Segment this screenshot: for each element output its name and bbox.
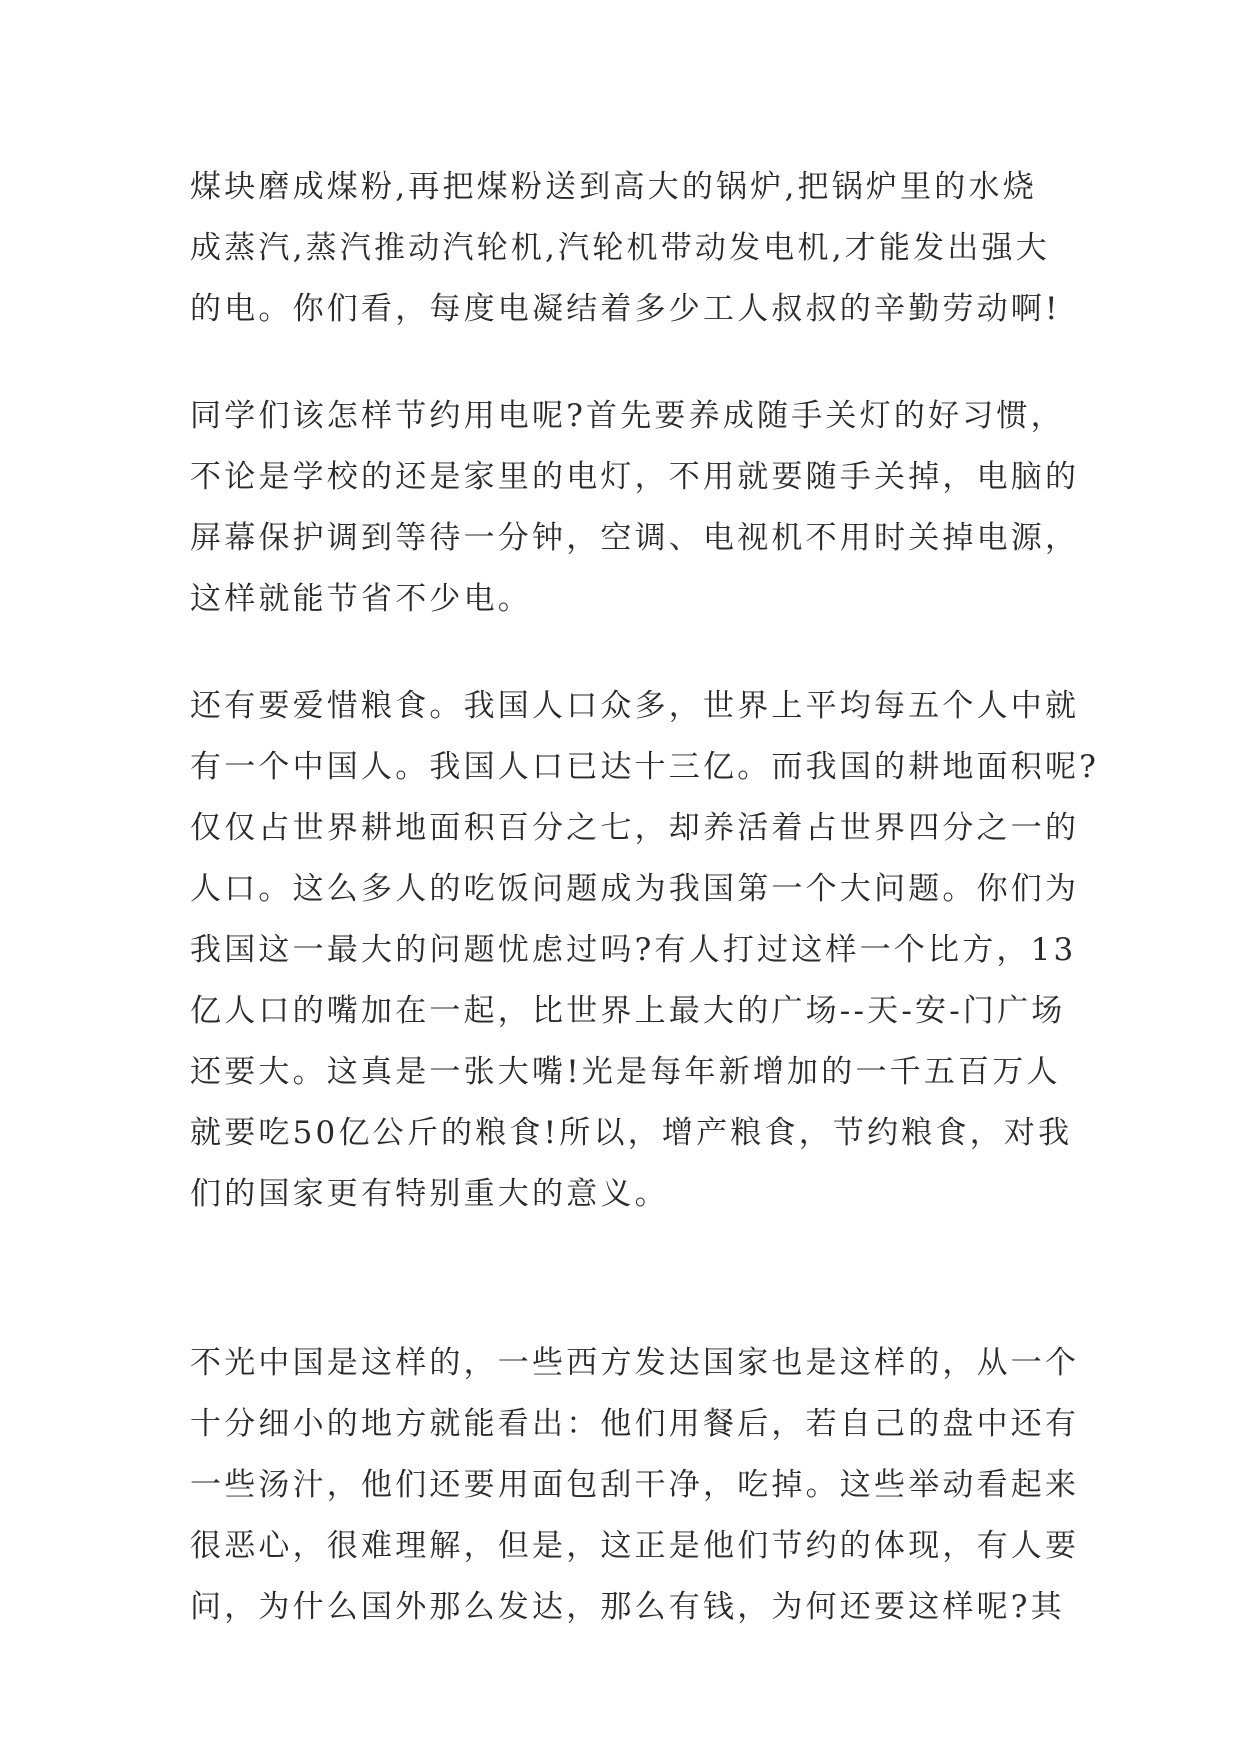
text-line: 的电。你们看，每度电凝结着多少工人叔叔的辛勤劳动啊! <box>190 291 1061 327</box>
text-line: 同学们该怎样节约用电呢?首先要养成随手关灯的好习惯， <box>190 398 1065 434</box>
text-line: 还要大。这真是一张大嘴!光是每年新增加的一千五百万人 <box>190 1054 1061 1090</box>
text-line: 们的国家更有特别重大的意义。 <box>190 1176 669 1212</box>
paragraph-cherish-food <box>190 676 1100 1225</box>
text-line: 我国这一最大的问题忧虑过吗?有人打过这样一个比方，13 <box>190 932 1077 968</box>
text-line: 十分细小的地方就能看出：他们用餐后，若自己的盘中还有 <box>190 1406 1080 1442</box>
text-line: 成蒸汽,蒸汽推动汽轮机,汽轮机带动发电机,才能发出强大 <box>190 230 1050 266</box>
paragraph-saving-electricity <box>190 386 1080 630</box>
text-line: 屏幕保护调到等待一分钟，空调、电视机不用时关掉电源， <box>190 520 1080 556</box>
text-line: 仅仅占世界耕地面积百分之七，却养活着占世界四分之一的 <box>190 810 1080 846</box>
text-line: 这样就能节省不少电。 <box>190 581 532 617</box>
text-line: 还有要爱惜粮食。我国人口众多，世界上平均每五个人中就 <box>190 688 1080 724</box>
text-line: 人口。这么多人的吃饭问题成为我国第一个大问题。你们为 <box>190 871 1080 907</box>
text-line: 很恶心，很难理解，但是，这正是他们节约的体现，有人要 <box>190 1528 1080 1564</box>
text-line: 有一个中国人。我国人口已达十三亿。而我国的耕地面积呢? <box>190 749 1100 785</box>
text-line: 问，为什么国外那么发达，那么有钱，为何还要这样呢?其 <box>190 1589 1065 1625</box>
text-line: 煤块磨成煤粉,再把煤粉送到高大的锅炉,把锅炉里的水烧 <box>190 169 1037 205</box>
text-line: 亿人口的嘴加在一起，比世界上最大的广场--天-安-门广场 <box>190 993 1066 1029</box>
text-line: 一些汤汁，他们还要用面包刮干净，吃掉。这些举动看起来 <box>190 1467 1080 1503</box>
text-line: 不论是学校的还是家里的电灯，不用就要随手关掉，电脑的 <box>190 459 1080 495</box>
paragraph-western-countries <box>190 1333 1080 1638</box>
paragraph-electricity-generation <box>190 157 1070 340</box>
text-line: 不光中国是这样的，一些西方发达国家也是这样的，从一个 <box>190 1345 1080 1381</box>
text-line: 就要吃50亿公斤的粮食!所以，增产粮食，节约粮食，对我 <box>190 1115 1073 1151</box>
